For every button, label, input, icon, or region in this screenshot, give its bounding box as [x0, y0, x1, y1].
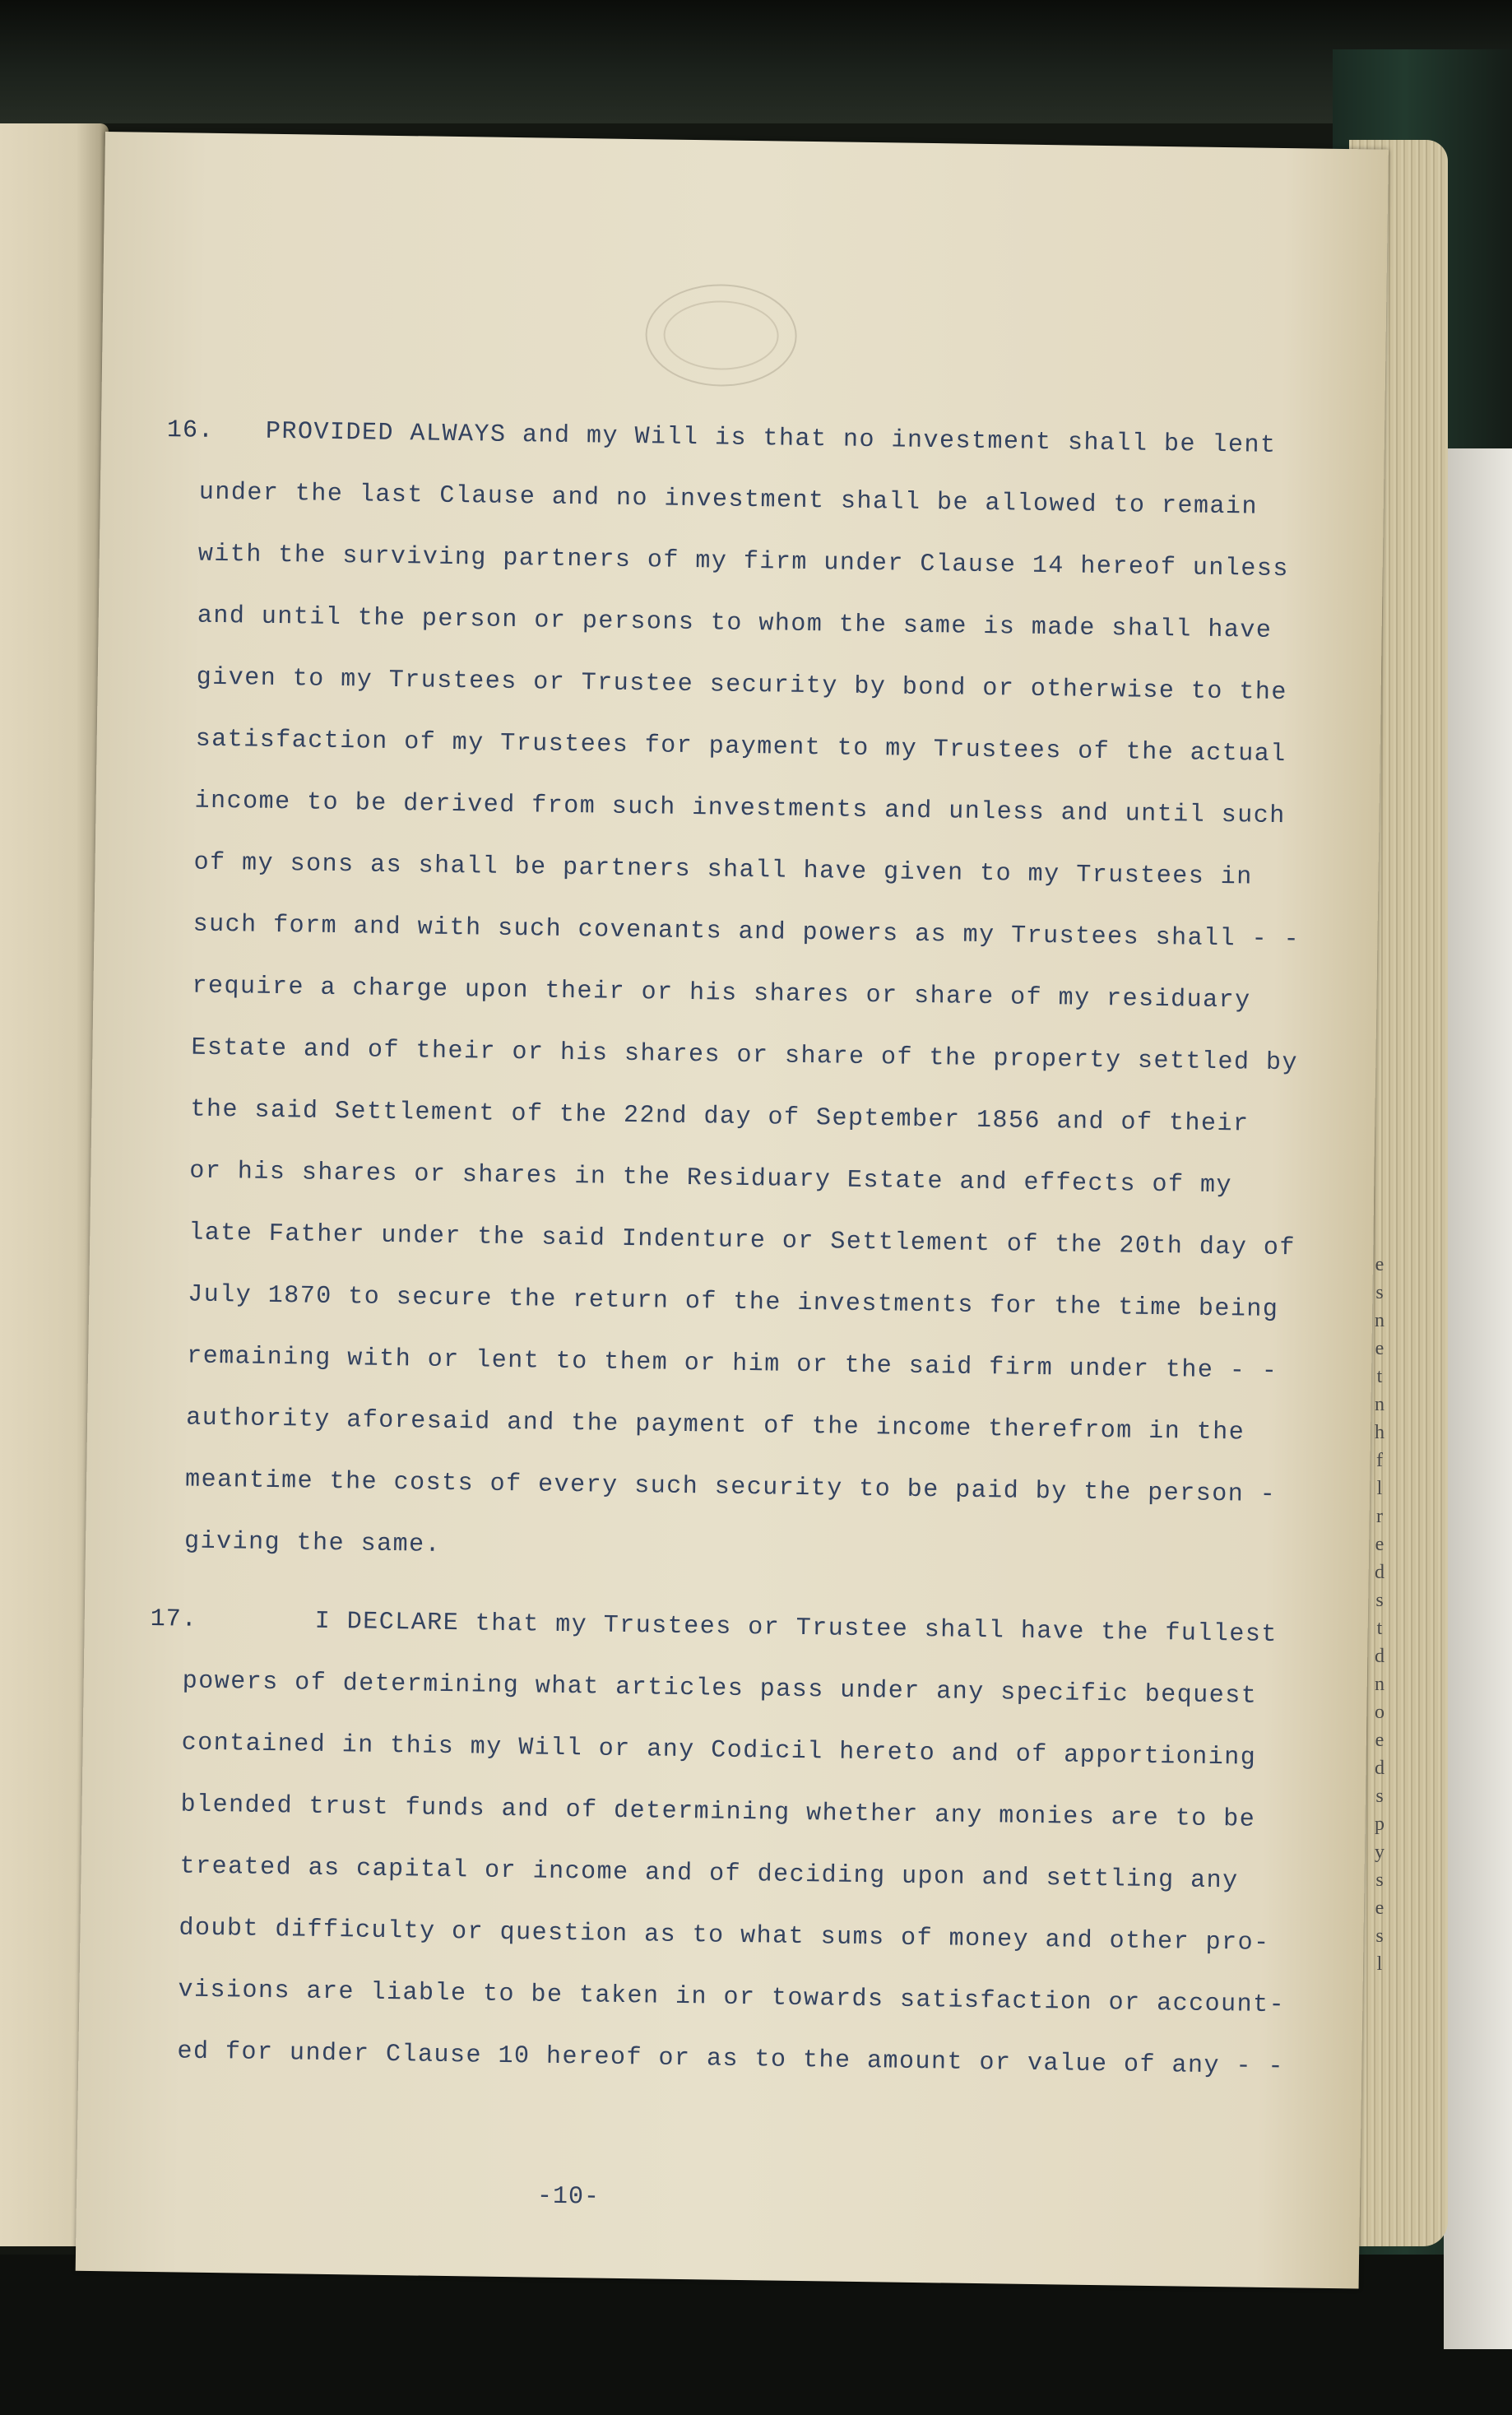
edge-letter: s [1375, 1282, 1384, 1303]
clause-line: satisfaction of my Trustees for payment to my Trustees of the actual [195, 725, 1287, 769]
clause-line: Estate and of their or his shares or share of the property settled by [191, 1033, 1299, 1078]
edge-letter: s [1375, 1869, 1384, 1891]
clause-line: July 1870 to secure the return of the investments for the time being [188, 1280, 1279, 1325]
edge-letter: s [1375, 1925, 1384, 1947]
edge-letter: d [1375, 1758, 1384, 1779]
edge-letter: y [1375, 1841, 1384, 1863]
edge-letter: t [1376, 1618, 1383, 1639]
edge-letter: e [1375, 1338, 1384, 1359]
clause-line: meantime the costs of every such security to be paid by the person - [184, 1465, 1277, 1510]
clause-line: treated as capital or income and of deciding upon and settling any [179, 1852, 1239, 1896]
clause-line: given to my Trustees or Trustee security by bond or otherwise to the [196, 663, 1288, 708]
edge-letter: s [1375, 1590, 1384, 1611]
clause-line: require a charge upon their or his shares or share of my residuary [192, 972, 1251, 1015]
clause-line: such form and with such covenants and powers as my Trustees shall - - [192, 910, 1301, 954]
clause-line: authority aforesaid and the payment of the income therefrom in the [185, 1404, 1245, 1447]
clause-number: 16. [166, 416, 215, 445]
edge-letter: t [1376, 1366, 1383, 1387]
clause-line: powers of determining what articles pass under any specific bequest [182, 1667, 1258, 1711]
edge-letter: e [1375, 1730, 1384, 1751]
embossed-seal-inner [663, 300, 779, 371]
clause-line: PROVIDED ALWAYS and my Will is that no investment shall be lent [265, 417, 1277, 460]
clause-line: giving the same. [183, 1527, 442, 1559]
book-cover-top [0, 0, 1512, 123]
adjacent-sheet [1444, 448, 1512, 2349]
clause-line: blended trust funds and of determining whether any monies are to be [180, 1790, 1256, 1834]
edge-letter: p [1375, 1814, 1384, 1835]
edge-letter: s [1375, 1786, 1384, 1807]
clause-line: visions are liable to be taken in or towards satisfaction or account- [178, 1976, 1286, 2020]
clause-17 [150, 1605, 1343, 2082]
edge-letter: e [1375, 1534, 1384, 1555]
clause-line: I DECLARE that my Trustees or Trustee shall have the fullest [314, 1607, 1278, 1650]
page-number: -10- [536, 2182, 601, 2212]
edge-letter: d [1375, 1562, 1384, 1583]
edge-letter: n [1375, 1310, 1384, 1331]
edge-letter: o [1375, 1702, 1384, 1723]
clause-line: and until the person or persons to whom the same is made shall have [197, 601, 1273, 645]
edge-letter: n [1375, 1674, 1384, 1695]
edge-letter: r [1376, 1506, 1383, 1527]
edge-letter: l [1376, 1478, 1383, 1499]
clause-line: under the last Clause and no investment shall be allowed to remain [198, 478, 1259, 522]
clause-16 [166, 416, 1360, 1559]
edge-letter: e [1375, 1897, 1384, 1919]
clause-line: contained in this my Will or any Codicil hereto and of apportioning [181, 1729, 1257, 1772]
clause-line: late Father under the said Indenture or Settlement of the 20th day of [188, 1219, 1296, 1263]
clause-line: with the surviving partners of my firm under Clause 14 hereof unless [197, 540, 1290, 584]
clause-line: income to be derived from such investments and unless and until such [194, 787, 1286, 831]
clause-number: 17. [150, 1605, 198, 1634]
clause-line: the said Settlement of the 22nd day of September 1856 and of their [190, 1095, 1250, 1139]
embossed-seal [645, 283, 798, 388]
edge-letter: h [1375, 1422, 1384, 1443]
edge-letter: n [1375, 1394, 1384, 1415]
clause-line: doubt difficulty or question as to what sums of money and other pro- [179, 1914, 1270, 1958]
edge-letter: d [1375, 1646, 1384, 1667]
clause-line: or his shares or shares in the Residuary Estate and effects of my [189, 1157, 1233, 1201]
edge-letter: l [1376, 1953, 1383, 1975]
edge-letter: e [1375, 1254, 1384, 1275]
document-page [76, 132, 1389, 2289]
clause-line: of my sons as shall be partners shall have given to my Trustees in [193, 848, 1253, 892]
clause-line: remaining with or lent to them or him or the said firm under the - - [186, 1342, 1278, 1386]
clause-line: ed for under Clause 10 hereof or as to the amount or value of any - - [177, 2037, 1285, 2082]
edge-letter: f [1376, 1450, 1383, 1471]
